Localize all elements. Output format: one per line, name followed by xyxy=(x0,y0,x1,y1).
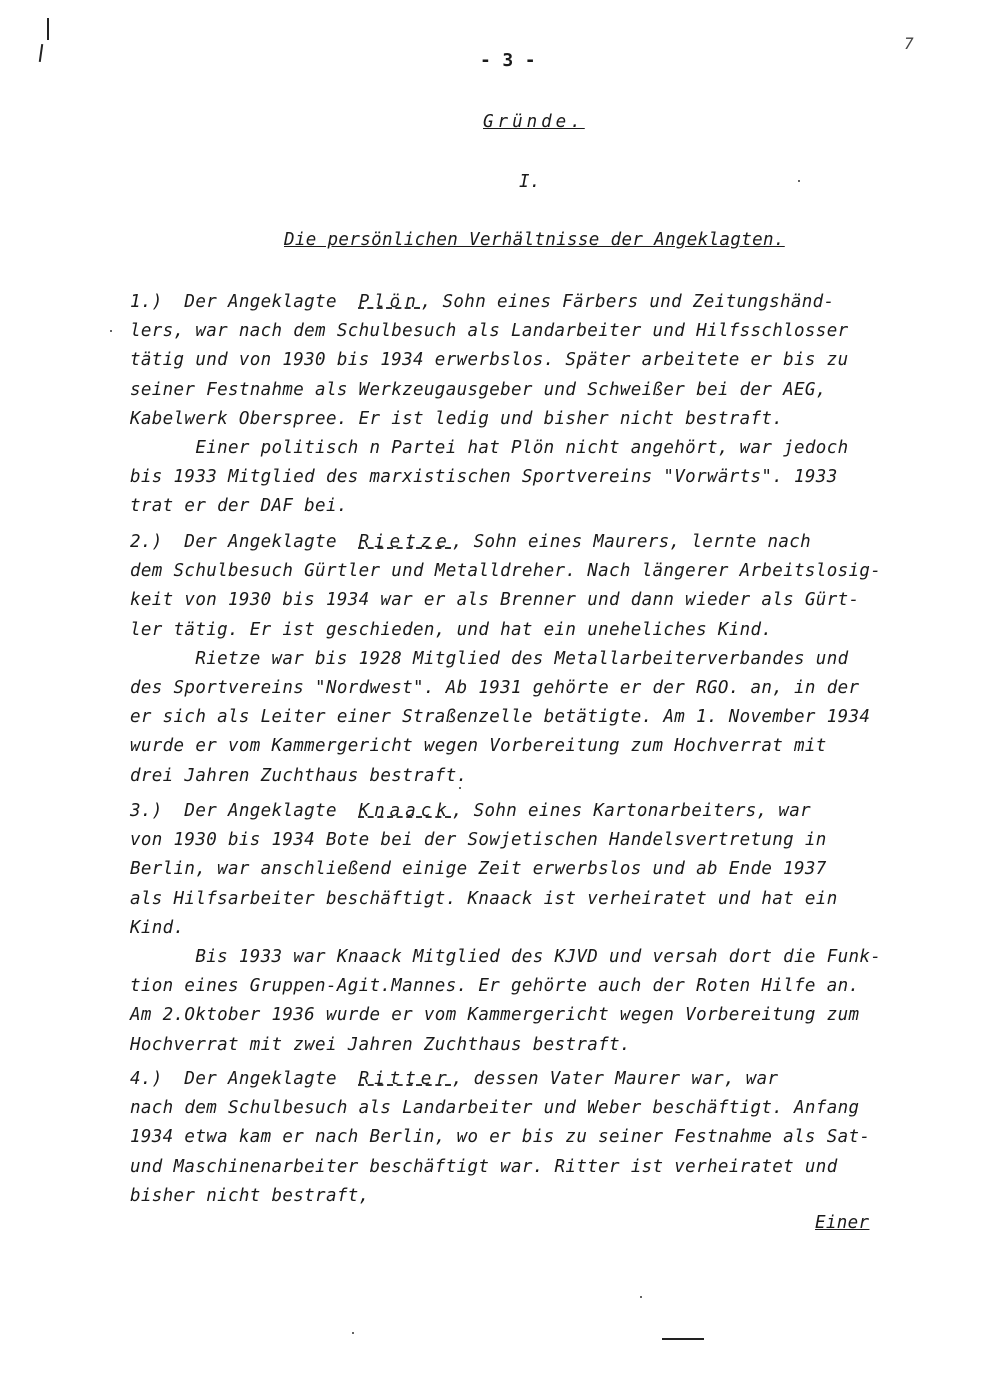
text-line: keit von 1930 bis 1934 war er als Brenner und dann wieder als Gürt- xyxy=(130,590,860,611)
text-line: von 1930 bis 1934 Bote bei der Sowjetischen Handelsvertretung in xyxy=(130,830,827,851)
paragraph-first-line xyxy=(130,801,811,821)
text-line: Berlin, war anschließend einige Zeit erwerbslos und ab Ende 1937 xyxy=(130,859,827,880)
speck xyxy=(798,180,800,182)
bottom-mark xyxy=(662,1338,704,1340)
page-number: - 3 - xyxy=(480,50,536,71)
text-line: Bis 1933 war Knaack Mitglied des KJVD und versah dort die Funk- xyxy=(130,947,882,967)
defendant-name: Plön xyxy=(358,292,421,312)
text-line: ler tätig. Er ist geschieden, und hat ein uneheliches Kind. xyxy=(130,619,773,640)
text-line: dem Schulbesuch Gürtler und Metalldreher. Nach längerer Arbeitslosig- xyxy=(130,561,882,582)
speck xyxy=(352,1332,354,1334)
text-line: als Hilfsarbeiter beschäftigt. Knaack ist verheiratet und hat ein xyxy=(130,888,838,909)
text-line: Am 2.Oktober 1936 wurde er vom Kammergericht wegen Vorbereitung zum xyxy=(130,1005,860,1026)
line-lead: 1.) Der Angeklagte xyxy=(130,292,359,312)
text-line: des Sportvereins "Nordwest". Ab 1931 gehörte er der RGO. an, in der xyxy=(130,678,860,698)
text-line: Rietze war bis 1928 Mitglied des Metallarbeiterverbandes und xyxy=(130,648,849,669)
catchword: Einer xyxy=(815,1213,870,1233)
defendant-name: Knaack xyxy=(358,801,452,821)
margin-mark xyxy=(47,18,49,40)
line-lead: 3.) Der Angeklagte xyxy=(130,801,359,821)
text-line: nach dem Schulbesuch als Landarbeiter und Weber beschäftigt. Anfang xyxy=(130,1098,860,1119)
speck xyxy=(640,1296,642,1298)
defendant-name: Rietze xyxy=(358,532,452,552)
paragraph-first-line xyxy=(130,1069,778,1089)
line-tail: , dessen Vater Maurer war, war xyxy=(451,1069,779,1089)
text-line: und Maschinenarbeiter beschäftigt war. Ritter ist verheiratet und xyxy=(130,1156,838,1177)
defendant-name: Ritter xyxy=(358,1069,452,1089)
speck xyxy=(459,787,461,789)
text-line: er sich als Leiter einer Straßenzelle betätigte. Am 1. November 1934 xyxy=(130,707,871,728)
text-line: tion eines Gruppen-Agit.Mannes. Er gehörte auch der Roten Hilfe an. xyxy=(130,976,860,997)
section-number: I. xyxy=(519,172,541,192)
text-line: Hochverrat mit zwei Jahren Zuchthaus bestraft. xyxy=(130,1034,631,1055)
text-line: tätig und von 1930 bis 1934 erwerbslos. Später arbeitete er bis zu xyxy=(130,350,849,371)
line-tail: , Sohn eines Färbers und Zeitungshänd- xyxy=(420,292,835,312)
text-line: bis 1933 Mitglied des marxistischen Sportvereins "Vorwärts". 1933 xyxy=(130,467,838,488)
corner-mark: 7 xyxy=(904,34,914,53)
margin-mark xyxy=(39,44,43,62)
line-tail: , Sohn eines Kartonarbeiters, war xyxy=(451,801,812,821)
line-lead: 2.) Der Angeklagte xyxy=(130,532,359,552)
text-line: drei Jahren Zuchthaus bestraft. xyxy=(130,765,468,786)
line-tail: , Sohn eines Maurers, lernte nach xyxy=(451,532,812,552)
line-lead: 4.) Der Angeklagte xyxy=(130,1069,359,1089)
text-line: Kind. xyxy=(130,917,185,938)
text-line: lers, war nach dem Schulbesuch als Landarbeiter und Hilfsschlosser xyxy=(130,321,849,342)
text-line: wurde er vom Kammergericht wegen Vorbereitung zum Hochverrat mit xyxy=(130,736,827,757)
paragraph-first-line xyxy=(130,532,811,552)
text-line: 1934 etwa kam er nach Berlin, wo er bis zu seiner Festnahme als Sat- xyxy=(130,1127,871,1148)
text-line: bisher nicht bestraft, xyxy=(130,1185,370,1206)
speck xyxy=(110,330,112,332)
text-line: Einer politisch n Partei hat Plön nicht angehört, war jedoch xyxy=(130,438,849,458)
paragraph-first-line xyxy=(130,292,834,312)
text-line: trat er der DAF bei. xyxy=(130,496,348,517)
text-line: seiner Festnahme als Werkzeugausgeber und Schweißer bei der AEG, xyxy=(130,379,827,400)
page-title: Gründe. xyxy=(483,112,585,132)
text-line: Kabelwerk Oberspree. Er ist ledig und bisher nicht bestraft. xyxy=(130,408,784,429)
section-heading: Die persönlichen Verhältnisse der Angeklagten. xyxy=(284,230,785,250)
